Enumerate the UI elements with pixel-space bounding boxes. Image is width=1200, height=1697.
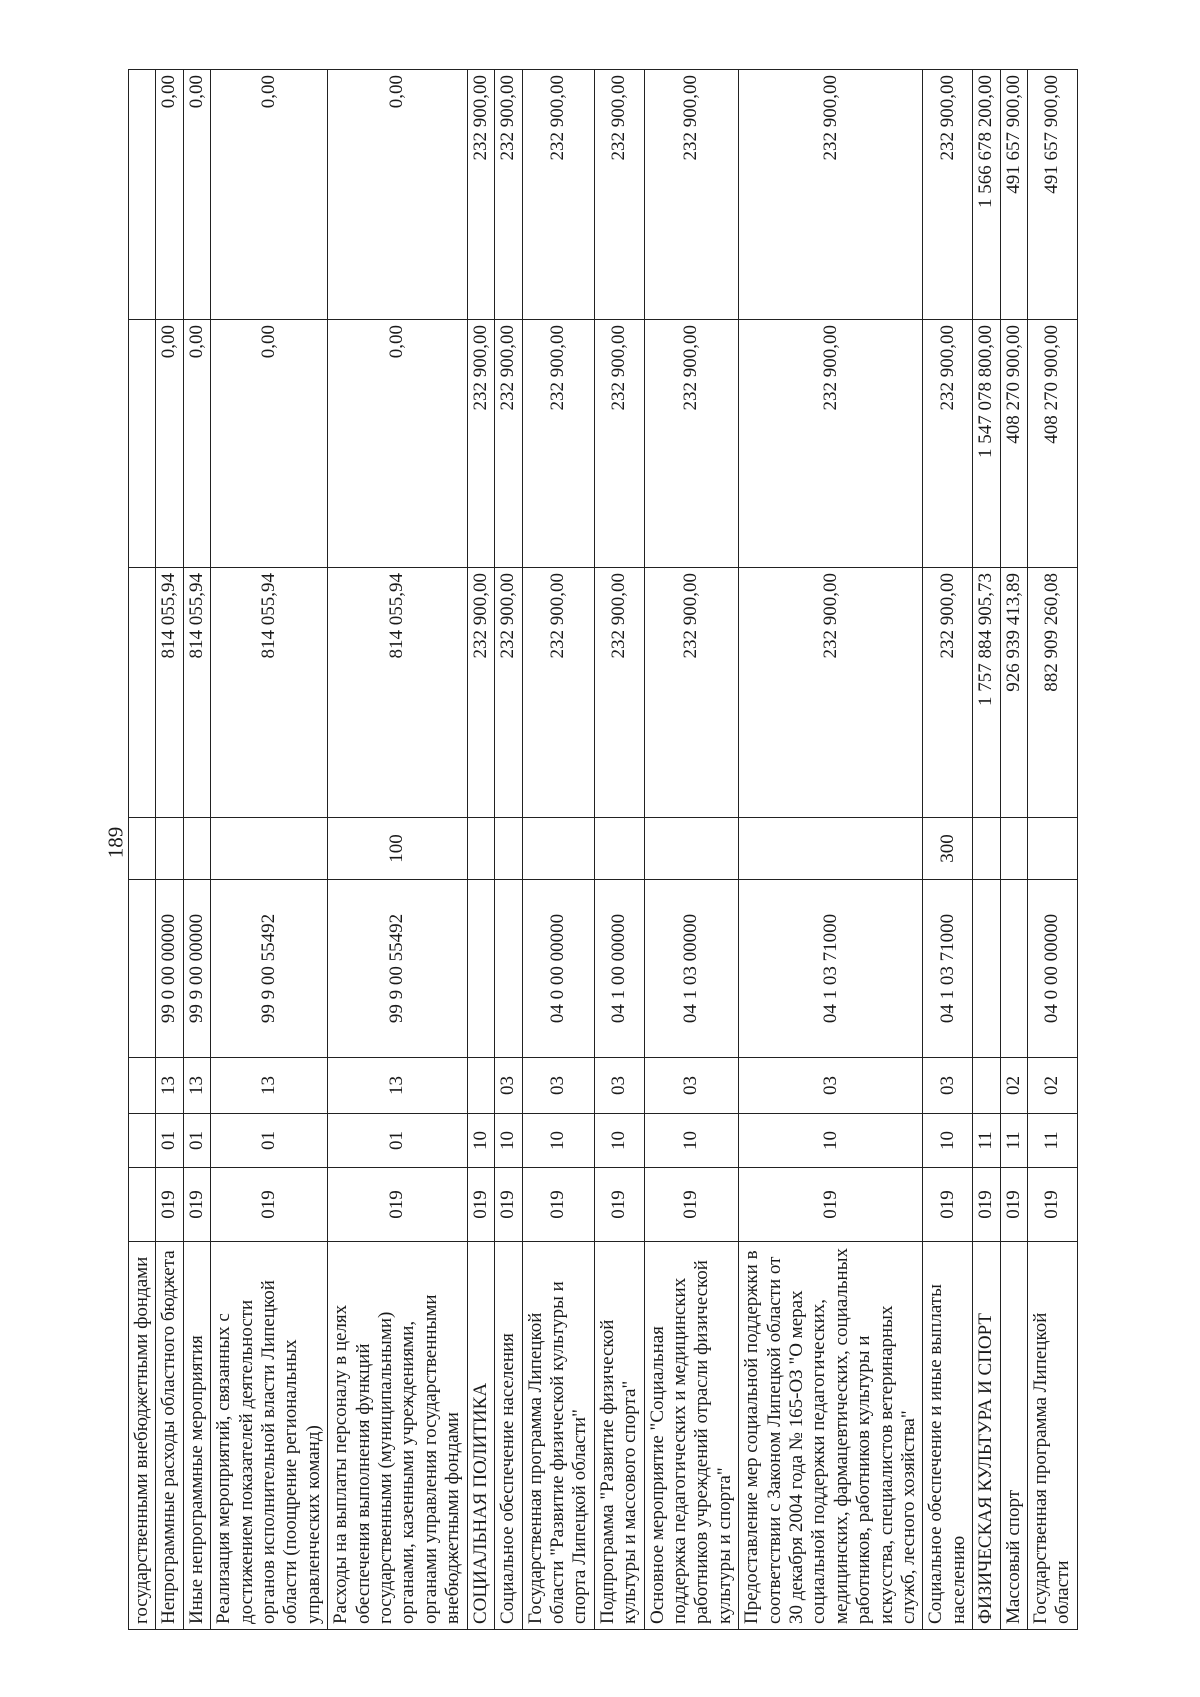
cell-sum-2: 232 900,00 — [594, 320, 644, 568]
cell-pr: 13 — [328, 1058, 467, 1114]
row-name: Непрограммные расходы областного бюджета — [156, 1242, 183, 1630]
cell-pr: 03 — [739, 1058, 923, 1114]
cell-csr: 99 9 00 55492 — [211, 880, 328, 1058]
cell-sum-3: 232 900,00 — [739, 70, 923, 320]
cell-sum-2: 408 270 900,00 — [1028, 320, 1078, 568]
row-name: Предоставление мер социальной поддержки в соответствии с Законом Липецкой области от 30 декабря 2004 года № 165-ОЗ "О мерах социальной поддержки педагогических, медицинских, фармацевтических, социальных работников, работников культуры и искусства, специалистов ветеринарных служб, лесного хозяйства" — [739, 1242, 923, 1630]
cell-gr: 019 — [495, 1168, 522, 1242]
cell-rz: 11 — [1028, 1114, 1078, 1168]
cell-pr: 02 — [1028, 1058, 1078, 1114]
cell-vr — [739, 818, 923, 880]
table-row — [467, 70, 494, 1630]
cell-sum-1: 814 055,94 — [328, 568, 467, 818]
cell-rz: 01 — [211, 1114, 328, 1168]
table-row — [328, 70, 467, 1630]
cell-sum-1: 232 900,00 — [594, 568, 644, 818]
cell-csr: 99 9 00 00000 — [183, 880, 210, 1058]
row-name: СОЦИАЛЬНАЯ ПОЛИТИКА — [467, 1242, 494, 1630]
cell-sum-3: 491 657 900,00 — [1000, 70, 1027, 320]
cell-vr — [973, 818, 1000, 880]
cell-gr: 019 — [1000, 1168, 1027, 1242]
table-row — [1000, 70, 1027, 1630]
cell-rz: 10 — [495, 1114, 522, 1168]
cell-vr: 300 — [923, 818, 973, 880]
cell-rz: 01 — [328, 1114, 467, 1168]
cell-pr: 03 — [495, 1058, 522, 1114]
budget-table-frame — [128, 70, 1078, 1630]
budget-table-body — [129, 70, 1078, 1630]
cell-sum-3: 232 900,00 — [467, 70, 494, 320]
cell-vr — [156, 818, 183, 880]
cell-vr — [129, 818, 156, 880]
cell-sum-1: 232 900,00 — [739, 568, 923, 818]
table-row — [923, 70, 973, 1630]
cell-sum-3: 232 900,00 — [923, 70, 973, 320]
cell-sum-3: 0,00 — [156, 70, 183, 320]
cell-csr: 99 0 00 00000 — [156, 880, 183, 1058]
cell-pr: 03 — [522, 1058, 594, 1114]
cell-rz: 11 — [1000, 1114, 1027, 1168]
cell-vr — [1000, 818, 1027, 880]
cell-csr — [129, 880, 156, 1058]
cell-pr: 13 — [156, 1058, 183, 1114]
cell-rz: 10 — [923, 1114, 973, 1168]
row-name: Социальное обеспечение населения — [495, 1242, 522, 1630]
cell-rz: 11 — [973, 1114, 1000, 1168]
cell-csr — [495, 880, 522, 1058]
cell-sum-1: 232 900,00 — [522, 568, 594, 818]
cell-pr — [467, 1058, 494, 1114]
cell-sum-1 — [129, 568, 156, 818]
row-name: государственными внебюджетными фондами — [129, 1242, 156, 1630]
row-name: Подпрограмма "Развитие физической культуры и массового спорта" — [594, 1242, 644, 1630]
cell-vr — [211, 818, 328, 880]
cell-sum-3: 0,00 — [211, 70, 328, 320]
table-row — [594, 70, 644, 1630]
cell-vr — [183, 818, 210, 880]
cell-pr: 13 — [211, 1058, 328, 1114]
cell-sum-1: 232 900,00 — [923, 568, 973, 818]
row-name: Государственная программа Липецкой области — [1028, 1242, 1078, 1630]
cell-gr: 019 — [183, 1168, 210, 1242]
cell-gr: 019 — [156, 1168, 183, 1242]
table-row — [1028, 70, 1078, 1630]
table-row — [183, 70, 210, 1630]
cell-sum-3: 232 900,00 — [594, 70, 644, 320]
cell-sum-3: 232 900,00 — [644, 70, 739, 320]
cell-gr: 019 — [594, 1168, 644, 1242]
page-number: 189 — [103, 826, 128, 859]
cell-gr: 019 — [211, 1168, 328, 1242]
table-row — [495, 70, 522, 1630]
cell-sum-2: 408 270 900,00 — [1000, 320, 1027, 568]
cell-sum-3: 232 900,00 — [522, 70, 594, 320]
cell-sum-1: 232 900,00 — [644, 568, 739, 818]
cell-gr: 019 — [739, 1168, 923, 1242]
cell-sum-1: 814 055,94 — [156, 568, 183, 818]
cell-gr: 019 — [923, 1168, 973, 1242]
cell-csr — [467, 880, 494, 1058]
cell-vr — [467, 818, 494, 880]
table-row — [211, 70, 328, 1630]
row-name: Реализация мероприятий, связанных с достижением показателей деятельности органов исполнительной власти Липецкой области (поощрение региональных управленческих команд) — [211, 1242, 328, 1630]
cell-csr: 04 1 00 00000 — [594, 880, 644, 1058]
cell-csr: 99 9 00 55492 — [328, 880, 467, 1058]
table-row — [973, 70, 1000, 1630]
cell-vr — [522, 818, 594, 880]
cell-rz: 10 — [467, 1114, 494, 1168]
cell-rz: 10 — [594, 1114, 644, 1168]
cell-sum-2: 0,00 — [211, 320, 328, 568]
cell-sum-2: 232 900,00 — [644, 320, 739, 568]
table-row — [156, 70, 183, 1630]
cell-pr — [129, 1058, 156, 1114]
cell-vr — [644, 818, 739, 880]
row-name: Иные непрограммные мероприятия — [183, 1242, 210, 1630]
cell-sum-3: 1 566 678 200,00 — [973, 70, 1000, 320]
cell-sum-2: 232 900,00 — [522, 320, 594, 568]
table-row — [129, 70, 156, 1630]
cell-sum-3: 232 900,00 — [495, 70, 522, 320]
cell-sum-1: 926 939 413,89 — [1000, 568, 1027, 818]
cell-sum-1: 1 757 884 905,73 — [973, 568, 1000, 818]
cell-pr: 03 — [644, 1058, 739, 1114]
cell-gr: 019 — [644, 1168, 739, 1242]
cell-vr — [594, 818, 644, 880]
cell-csr — [973, 880, 1000, 1058]
cell-gr: 019 — [522, 1168, 594, 1242]
row-name: Расходы на выплаты персоналу в целях обеспечения выполнения функций государственными (муниципальными) органами, казенными учреждениями, органами управления государственными внебюджетными фондами — [328, 1242, 467, 1630]
cell-rz — [129, 1114, 156, 1168]
cell-rz: 01 — [183, 1114, 210, 1168]
cell-gr: 019 — [328, 1168, 467, 1242]
cell-csr: 04 0 00 00000 — [522, 880, 594, 1058]
cell-sum-1: 232 900,00 — [467, 568, 494, 818]
cell-gr — [129, 1168, 156, 1242]
row-name: Массовый спорт — [1000, 1242, 1027, 1630]
table-row — [522, 70, 594, 1630]
cell-csr — [1000, 880, 1027, 1058]
cell-sum-2: 232 900,00 — [467, 320, 494, 568]
cell-sum-2: 232 900,00 — [739, 320, 923, 568]
table-row — [644, 70, 739, 1630]
cell-sum-2: 232 900,00 — [495, 320, 522, 568]
cell-sum-2: 0,00 — [183, 320, 210, 568]
row-name: ФИЗИЧЕСКАЯ КУЛЬТУРА И СПОРТ — [973, 1242, 1000, 1630]
cell-pr: 03 — [923, 1058, 973, 1114]
budget-table — [128, 69, 1078, 1630]
table-row — [739, 70, 923, 1630]
cell-vr — [1028, 818, 1078, 880]
cell-csr: 04 1 03 71000 — [739, 880, 923, 1058]
cell-sum-2: 1 547 078 800,00 — [973, 320, 1000, 568]
row-name: Государственная программа Липецкой области "Развитие физической культуры и спорта Липецкой области" — [522, 1242, 594, 1630]
cell-pr: 03 — [594, 1058, 644, 1114]
cell-sum-2: 232 900,00 — [923, 320, 973, 568]
cell-sum-2: 0,00 — [328, 320, 467, 568]
cell-csr: 04 1 03 71000 — [923, 880, 973, 1058]
cell-vr — [495, 818, 522, 880]
cell-sum-3: 491 657 900,00 — [1028, 70, 1078, 320]
cell-sum-1: 814 055,94 — [183, 568, 210, 818]
cell-sum-1: 882 909 260,08 — [1028, 568, 1078, 818]
cell-sum-2 — [129, 320, 156, 568]
cell-gr: 019 — [467, 1168, 494, 1242]
cell-sum-1: 814 055,94 — [211, 568, 328, 818]
cell-pr: 13 — [183, 1058, 210, 1114]
cell-rz: 10 — [739, 1114, 923, 1168]
row-name: Основное мероприятие "Социальная поддержка педагогических и медицинских работников учреждений отрасли физической культуры и спорта" — [644, 1242, 739, 1630]
cell-sum-2: 0,00 — [156, 320, 183, 568]
cell-rz: 10 — [522, 1114, 594, 1168]
cell-rz: 10 — [644, 1114, 739, 1168]
row-name: Социальное обеспечение и иные выплаты населению — [923, 1242, 973, 1630]
cell-sum-3: 0,00 — [183, 70, 210, 320]
cell-pr: 02 — [1000, 1058, 1027, 1114]
cell-sum-1: 232 900,00 — [495, 568, 522, 818]
cell-csr: 04 0 00 00000 — [1028, 880, 1078, 1058]
cell-gr: 019 — [973, 1168, 1000, 1242]
cell-sum-3 — [129, 70, 156, 320]
cell-csr: 04 1 03 00000 — [644, 880, 739, 1058]
cell-sum-3: 0,00 — [328, 70, 467, 320]
cell-pr — [973, 1058, 1000, 1114]
cell-gr: 019 — [1028, 1168, 1078, 1242]
cell-rz: 01 — [156, 1114, 183, 1168]
cell-vr: 100 — [328, 818, 467, 880]
